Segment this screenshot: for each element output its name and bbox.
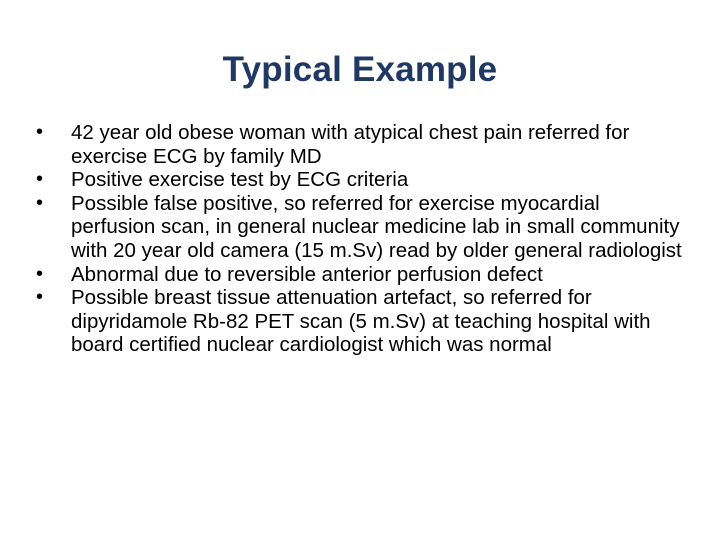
bullet-item bbox=[36, 192, 686, 263]
bullet-text: Abnormal due to reversible anterior perfusion defect bbox=[71, 262, 543, 286]
bullet-text: Possible breast tissue attenuation artefact, so referred for dipyridamole Rb-82 PET scan (5 m.Sv) at teaching hospital with board certified nuclear cardiologist which was normal bbox=[71, 286, 651, 357]
bullet-item bbox=[36, 286, 686, 357]
bullet-item bbox=[36, 168, 686, 192]
bullet-text: 42 year old obese woman with atypical chest pain referred for exercise ECG by family MD bbox=[71, 121, 630, 168]
bullet-text: Possible false positive, so referred for exercise myocardial perfusion scan, in general nuclear medicine lab in small community with 20 year old camera (15 m.Sv) read by older general radiologist bbox=[71, 191, 682, 262]
bullet-dot-icon: • bbox=[36, 286, 44, 309]
slide-title: Typical Example bbox=[222, 50, 498, 89]
bullet-item bbox=[36, 263, 686, 287]
bullet-dot-icon: • bbox=[36, 121, 44, 143]
bullet-dot-icon: • bbox=[36, 191, 44, 214]
bullet-list bbox=[36, 121, 686, 357]
bullet-dot-icon: • bbox=[36, 262, 44, 285]
bullet-dot-icon: • bbox=[36, 168, 44, 191]
bullet-text: Positive exercise test by ECG criteria bbox=[71, 168, 409, 192]
bullet-item bbox=[36, 121, 686, 168]
